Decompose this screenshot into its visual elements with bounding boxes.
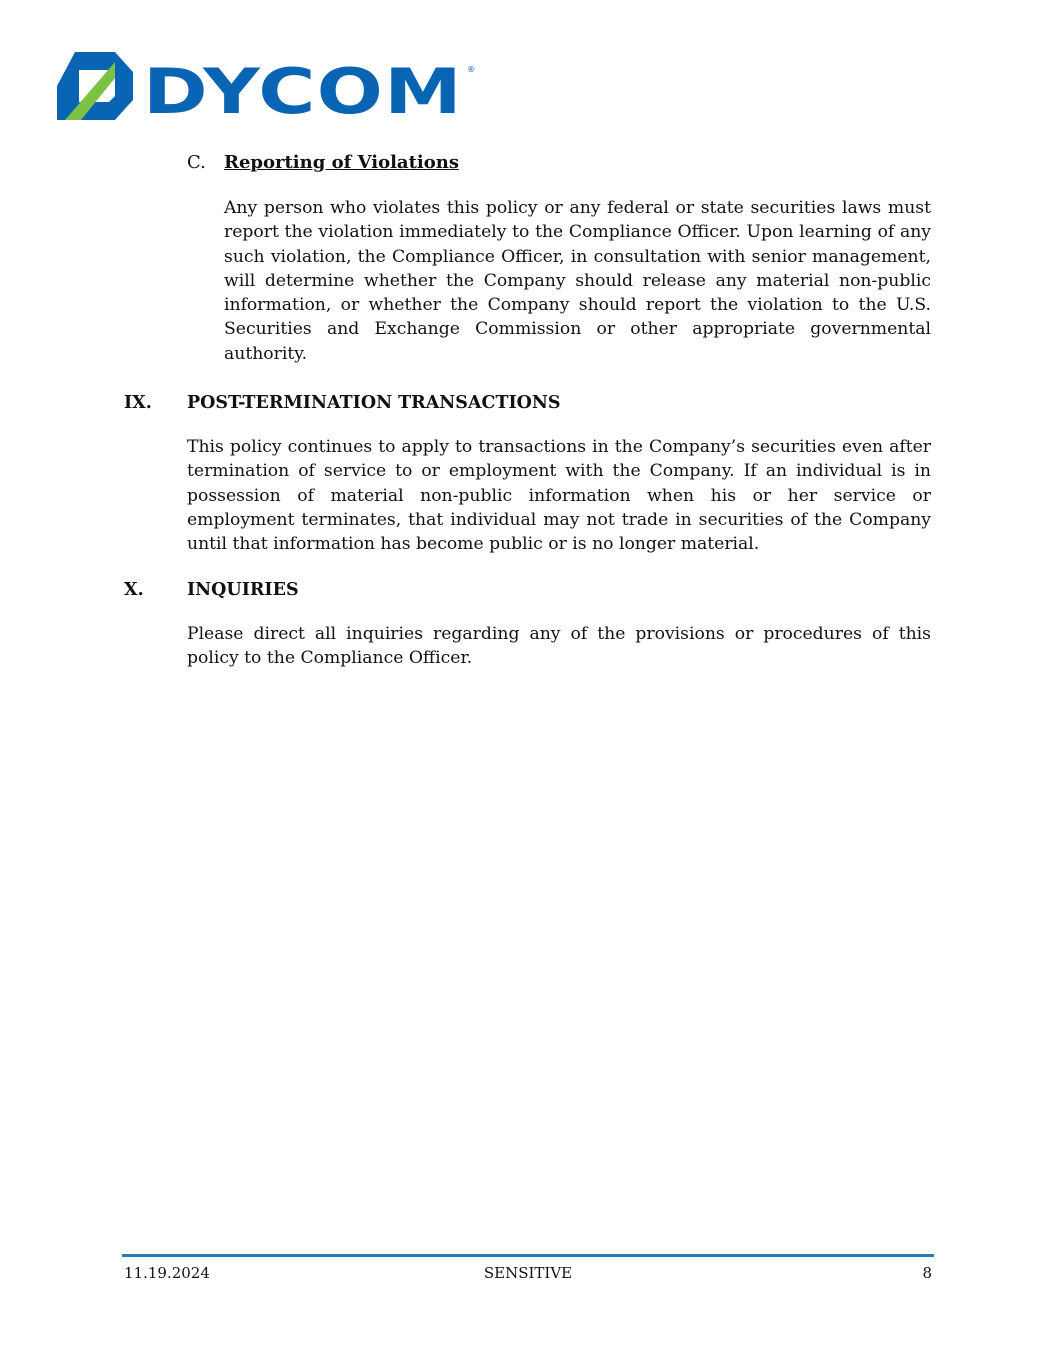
section-x-body: Please direct all inquiries regarding any of the provisions or procedures of this policy to the Compliance Officer. (187, 624, 931, 669)
footer-classification: SENSITIVE (483, 1264, 573, 1282)
footer-date: 11.19.2024 (124, 1264, 210, 1282)
subsection-c-letter: C. (187, 152, 206, 173)
section-ix-heading (124, 390, 561, 416)
section-x-number: X. (124, 580, 144, 600)
logo-wordmark: DYCOM (143, 55, 463, 124)
footer-rule (122, 1254, 934, 1257)
subsection-c-heading (187, 150, 459, 176)
logo-registered-mark: ® (467, 65, 475, 74)
subsection-c-title: Reporting of Violations (224, 152, 459, 173)
section-ix-title: POST-TERMINATION TRANSACTIONS (187, 393, 561, 413)
section-x-heading (124, 577, 299, 603)
dycom-logo (57, 52, 477, 124)
section-ix-body: This policy continues to apply to transactions in the Company’s securities even after termination of service to or employment with the Company. If an individual is in possession of material non-public information when his or her service or employment terminates, that individual may not trade in securities of the Company until that information has become public or is no longer material. (187, 437, 931, 555)
dycom-logo-graphic (57, 52, 477, 124)
footer-page-number: 8 (922, 1264, 932, 1282)
section-ix-number: IX. (124, 393, 152, 413)
section-x-title: INQUIRIES (187, 580, 299, 600)
subsection-c-body: Any person who violates this policy or any federal or state securities laws must report the violation immediately to the Compliance Officer. Upon learning of any such violation, the Compliance Officer, in consultation with senior management, will determine whether the Company should release any material non-public information, or whether the Company should report the violation to the U.S. Securities and Exchange Commission or other appropriate governmental authority. (224, 198, 931, 364)
page-footer (124, 1262, 932, 1284)
